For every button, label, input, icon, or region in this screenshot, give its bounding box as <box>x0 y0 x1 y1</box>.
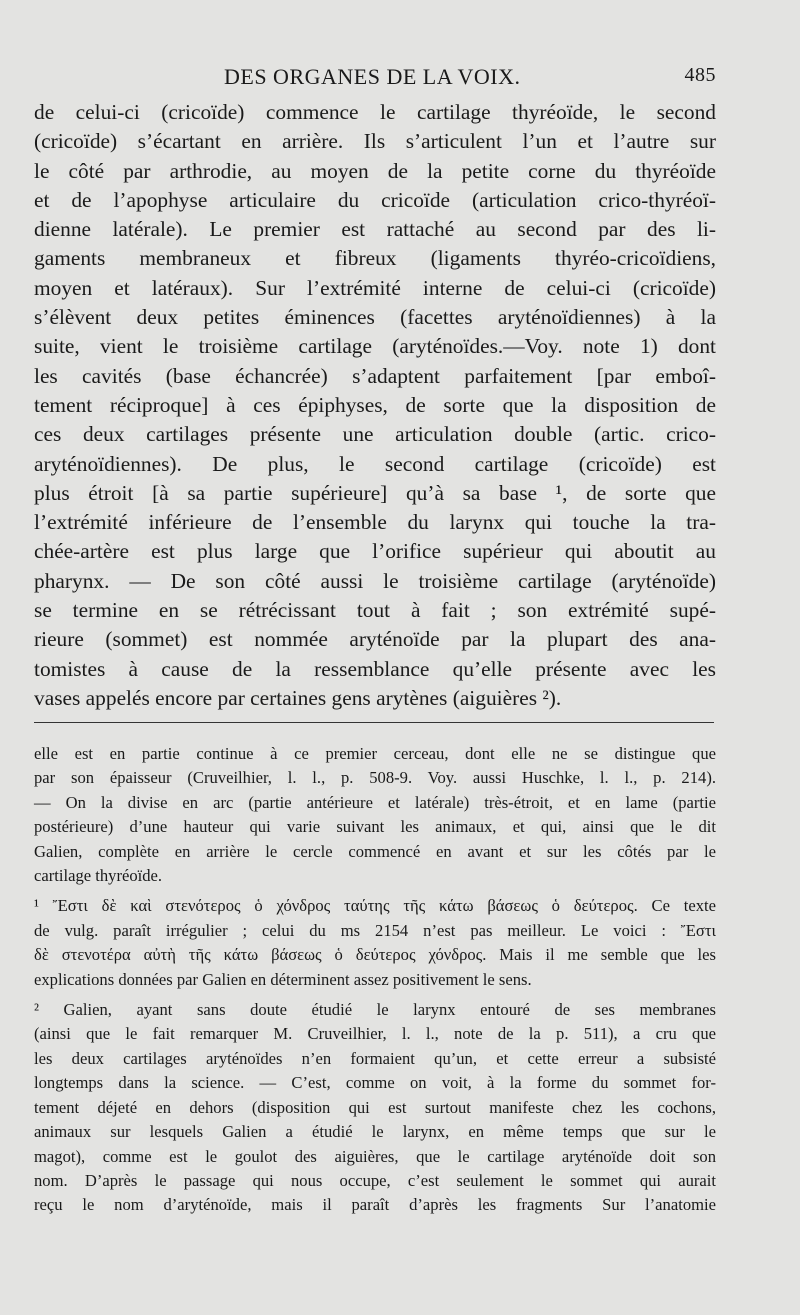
footnote-continuation <box>34 742 716 888</box>
footnote-line: explications données par Galien en déterminent assez positivement le sens. <box>34 969 532 989</box>
text-line: dienne latérale). Le premier est rattaché au second par des li- <box>34 217 716 242</box>
text-line: rieure (sommet) est nommée aryténoïde par la plupart des ana- <box>34 627 716 652</box>
footnote-line: par son épaisseur (Cruveilhier, l. l., p. 508-9. Voy. aussi Huschke, l. l., p. 214). <box>34 768 716 788</box>
text-line: chée-artère est plus large que l’orifice supérieur qui aboutit au <box>34 539 716 564</box>
page-header <box>34 60 716 90</box>
footnote-line: (ainsi que le fait remarquer M. Cruveilhier, l. l., note de la p. 511), a cru que <box>34 1024 716 1044</box>
text-line: tomistes à cause de la ressemblance qu’elle présente avec les <box>34 656 716 681</box>
text-line: moyen et latéraux). Sur l’extrémité interne de celui-ci (cricoïde) <box>34 275 716 300</box>
text-line: pharynx. — De son côté aussi le troisième cartilage (aryténoïde) <box>34 568 716 593</box>
footnote-1 <box>34 894 716 992</box>
footnote-divider <box>34 722 714 723</box>
footnote-line: magot), comme est le goulot des aiguières, que le cartilage aryténoïde doit son <box>34 1146 716 1166</box>
text-line: s’élèvent deux petites éminences (facettes aryténoïdiennes) à la <box>34 305 716 330</box>
text-line: plus étroit [à sa partie supérieure] qu’à sa base ¹, de sorte que <box>34 480 716 505</box>
text-line: de celui-ci (cricoïde) commence le cartilage thyréoïde, le second <box>34 100 716 124</box>
footnote-line: de vulg. paraît irrégulier ; celui du ms 2154 n’est pas meilleur. Le voici : Ἔστι <box>34 920 716 940</box>
footnote-2 <box>34 998 716 1218</box>
footnote-line: Galien, complète en arrière le cercle commencé en avant et sur les côtés par le <box>34 841 716 861</box>
text-line: gaments membraneux et fibreux (ligaments thyréo-cricoïdiens, <box>34 246 716 271</box>
page-number: 485 <box>684 64 716 86</box>
footnote-line: postérieure) d’une hauteur qui varie suivant les animaux, et qui, ainsi que le dit <box>34 817 716 837</box>
footnote-line: les deux cartilages aryténoïdes n’en formaient qu’un, et cette erreur a subsisté <box>34 1048 716 1068</box>
running-title: DES ORGANES DE LA VOIX. <box>224 64 521 89</box>
text-line: vases appelés encore par certaines gens arytènes (aiguières ²). <box>34 685 562 710</box>
text-line: tement réciproque] à ces épiphyses, de sorte que la disposition de <box>34 392 716 417</box>
text-line: suite, vient le troisième cartilage (aryténoïdes.—Voy. note 1) dont <box>34 334 716 359</box>
footnote-line: animaux sur lesquels Galien a étudié le larynx, en même temps que sur le <box>34 1122 716 1142</box>
main-text <box>34 98 716 713</box>
text-line: (cricoïde) s’écartant en arrière. Ils s’articulent l’un et l’autre sur <box>34 129 716 154</box>
footnote-line: elle est en partie continue à ce premier cerceau, dont elle ne se distingue que <box>34 744 716 763</box>
text-line: aryténoïdiennes). De plus, le second cartilage (cricoïde) est <box>34 451 716 476</box>
footnote-line: ² Galien, ayant sans doute étudié le larynx entouré de ses membranes <box>34 1000 716 1020</box>
footnote-line: nom. D’après le passage qui nous occupe, c’est seulement le sommet qui aurait <box>34 1170 716 1190</box>
text-line: et de l’apophyse articulaire du cricoïde (articulation crico-thyréoï- <box>34 187 716 212</box>
footnote-line: tement déjeté en dehors (disposition qui est surtout manifeste chez les cochons, <box>34 1097 716 1117</box>
footnote-line: — On la divise en arc (partie antérieure et latérale) très-étroit, et en lame (partie <box>34 792 716 812</box>
text-line: se termine en se rétrécissant tout à fait ; son extrémité supé- <box>34 598 716 623</box>
footnote-line: longtemps dans la science. — C’est, comme on voit, à la forme du sommet for- <box>34 1073 716 1093</box>
footnote-line: cartilage thyréoïde. <box>34 866 163 886</box>
footnote-line: δὲ στενοτέρα αὐτὴ τῆς κάτω βάσεως ὁ δεύτερος χόνδρος. Mais il me semble que les <box>34 945 716 965</box>
footnote-line: ¹ Ἔστι δὲ καὶ στενότερος ὁ χόνδρος ταύτης τῆς κάτω βάσεως ὁ δεύτερος. Ce texte <box>34 896 716 916</box>
footnotes <box>34 742 716 1218</box>
text-line: le côté par arthrodie, au moyen de la petite corne du thyréoïde <box>34 158 716 183</box>
text-line: les cavités (base échancrée) s’adaptent parfaitement [par emboî- <box>34 363 716 388</box>
text-line: ces deux cartilages présente une articulation double (artic. crico- <box>34 422 716 447</box>
text-line: l’extrémité inférieure de l’ensemble du larynx qui touche la tra- <box>34 510 716 535</box>
footnote-line: reçu le nom d’aryténoïde, mais il paraît d’après les fragments Sur l’anatomie <box>34 1195 716 1215</box>
